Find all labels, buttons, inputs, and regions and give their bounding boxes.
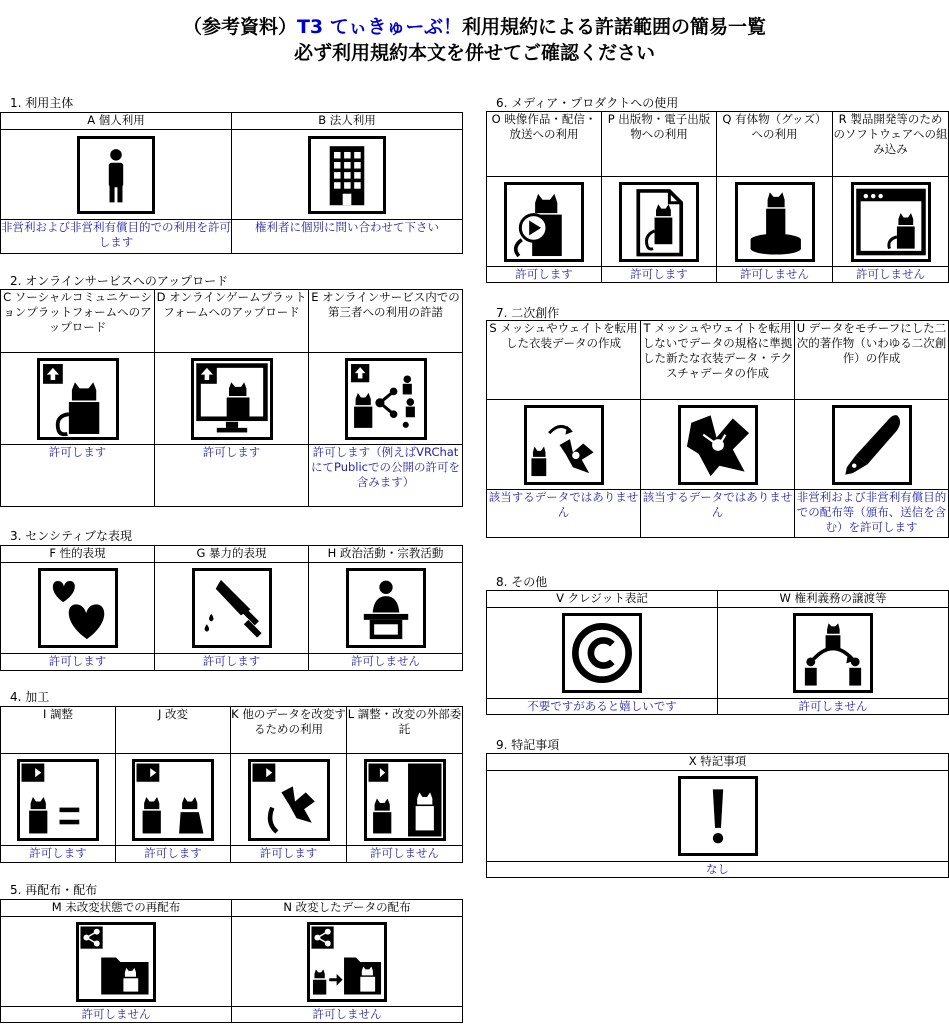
- item-p-label: P 出版物・電子出版物への利用: [602, 112, 717, 177]
- item-g-result: 許可します: [155, 654, 309, 671]
- item-f-result: 許可します: [1, 654, 155, 671]
- item-n-result: 許可しません: [232, 1007, 463, 1023]
- item-k-label: K 他のデータを改変するための利用: [231, 707, 347, 754]
- document-icon: [619, 182, 699, 262]
- item-j-result: 許可します: [116, 846, 231, 863]
- section-5-heading: 5. 再配布・配布: [10, 883, 98, 897]
- page-title: [0, 12, 949, 39]
- copyright-icon: [562, 613, 642, 693]
- section-4-table: [0, 706, 463, 863]
- item-j-label: J 改変: [116, 707, 231, 754]
- title-prefix: （参考資料）: [182, 16, 297, 38]
- item-b-label: B 法人利用: [232, 113, 463, 130]
- section-9-table: [486, 753, 949, 878]
- section-9-heading: 9. 特記事項: [496, 738, 560, 752]
- item-d-result: 許可します: [155, 445, 309, 507]
- section-3-heading: 3. センシティブな表現: [10, 529, 133, 543]
- item-c-label: C ソーシャルコミュニケーションプラットフォームへのアップロード: [1, 290, 155, 353]
- pen-icon: [832, 405, 912, 485]
- transfer-icon: [793, 613, 873, 693]
- item-v-result: 不要ですがあると嬉しいです: [487, 699, 718, 715]
- item-e-label: E オンラインサービス内での第三者への利用の許諾: [309, 290, 463, 353]
- item-h-label: H 政治活動・宗教活動: [309, 546, 463, 563]
- item-d-label: D オンラインゲームプラットフォームへのアップロード: [155, 290, 309, 353]
- share-modified-icon: [307, 922, 387, 1002]
- item-w-label: W 権利義務の譲渡等: [718, 591, 949, 608]
- video-icon: [504, 182, 584, 262]
- knife-icon: [192, 568, 272, 648]
- item-m-result: 許可しません: [1, 1007, 232, 1023]
- item-t-result: 該当するデータではありません: [641, 490, 795, 538]
- item-b-result: 権利者に個別に問い合わせて下さい: [232, 220, 463, 254]
- section-6-table: [486, 111, 949, 283]
- item-g-label: G 暴力的表現: [155, 546, 309, 563]
- upload-monitor-icon: [191, 358, 273, 440]
- item-r-result: 許可しません: [833, 267, 949, 283]
- page-subtitle: 必ず利用規約本文を併せてご確認ください: [293, 42, 655, 64]
- use-for-other-icon: [248, 759, 330, 841]
- item-i-result: 許可します: [1, 846, 116, 863]
- item-l-result: 許可しません: [347, 846, 463, 863]
- item-s-result: 該当するデータではありません: [487, 490, 641, 538]
- item-h-result: 許可しません: [309, 654, 463, 671]
- item-a-result: 非営利および非営利有償目的での利用を許可します: [1, 220, 232, 254]
- item-o-label: O 映像作品・配信・放送への利用: [487, 112, 602, 177]
- upload-share-icon: [345, 358, 427, 440]
- building-icon: [308, 136, 386, 214]
- item-v-label: V クレジット表記: [487, 591, 718, 608]
- item-p-result: 許可します: [602, 267, 717, 283]
- section-2-table: [0, 289, 463, 507]
- item-q-label: Q 有体物（グッズ）への利用: [717, 112, 833, 177]
- section-5-table: [0, 899, 463, 1023]
- item-m-label: M 未改変状態での再配布: [1, 900, 232, 917]
- software-icon: [851, 182, 931, 262]
- item-q-result: 許可しません: [717, 267, 833, 283]
- share-folder-icon: [76, 922, 156, 1002]
- item-s-label: S メッシュやウェイトを転用した衣装データの作成: [487, 321, 641, 400]
- item-t-label: T メッシュやウェイトを転用しないでデータの規格に準拠した新たな衣装データ・テクスチャデータの作成: [641, 321, 795, 400]
- section-8-table: [486, 590, 949, 715]
- clothing-icon: [678, 405, 758, 485]
- adjust-icon: [17, 759, 99, 841]
- person-icon: [77, 136, 155, 214]
- section-3-table: [0, 545, 463, 671]
- item-a-label: A 個人利用: [1, 113, 232, 130]
- title-brand: T3 てぃきゅーぶ！: [296, 16, 463, 38]
- item-i-label: I 調整: [1, 707, 116, 754]
- item-e-result: 許可します（例えばVRChatにてPublicでの公開の許可を含みます）: [309, 445, 463, 507]
- section-4-heading: 4. 加工: [10, 690, 50, 704]
- item-x-result: なし: [487, 862, 949, 878]
- item-u-label: U データをモチーフにした二次的著作物（いわゆる二次創作）の作成: [795, 321, 949, 400]
- item-f-label: F 性的表現: [1, 546, 155, 563]
- clothing-transfer-icon: [524, 405, 604, 485]
- title-rest: 利用規約による許諾範囲の簡易一覧: [462, 16, 767, 38]
- item-u-result: 非営利および非営利有償目的での配布等（頒布、送信を含む）を許可します: [795, 490, 949, 538]
- section-1-heading: 1. 利用主体: [10, 96, 74, 110]
- section-7-table: [486, 320, 949, 538]
- figure-icon: [735, 182, 815, 262]
- section-7-heading: 7. 二次創作: [496, 306, 560, 320]
- modify-icon: [132, 759, 214, 841]
- section-8-heading: 8. その他: [496, 575, 548, 589]
- item-l-label: L 調整・改変の外部委託: [347, 707, 463, 754]
- item-n-label: N 改変したデータの配布: [232, 900, 463, 917]
- item-r-label: R 製品開発等のためのソフトウェアへの組み込み: [833, 112, 949, 177]
- section-6-heading: 6. メディア・プロダクトへの使用: [496, 96, 679, 110]
- item-k-result: 許可します: [231, 846, 347, 863]
- item-o-result: 許可します: [487, 267, 602, 283]
- hearts-icon: [38, 568, 118, 648]
- item-x-label: X 特記事項: [487, 754, 949, 771]
- item-c-result: 許可します: [1, 445, 155, 507]
- upload-avatar-icon: [37, 358, 119, 440]
- section-1-table: [0, 112, 463, 254]
- item-w-result: 許可しません: [718, 699, 949, 715]
- exclamation-icon: [678, 776, 758, 856]
- section-2-heading: 2. オンラインサービスへのアップロード: [10, 274, 229, 288]
- podium-icon: [346, 568, 426, 648]
- outsource-icon: [364, 759, 446, 841]
